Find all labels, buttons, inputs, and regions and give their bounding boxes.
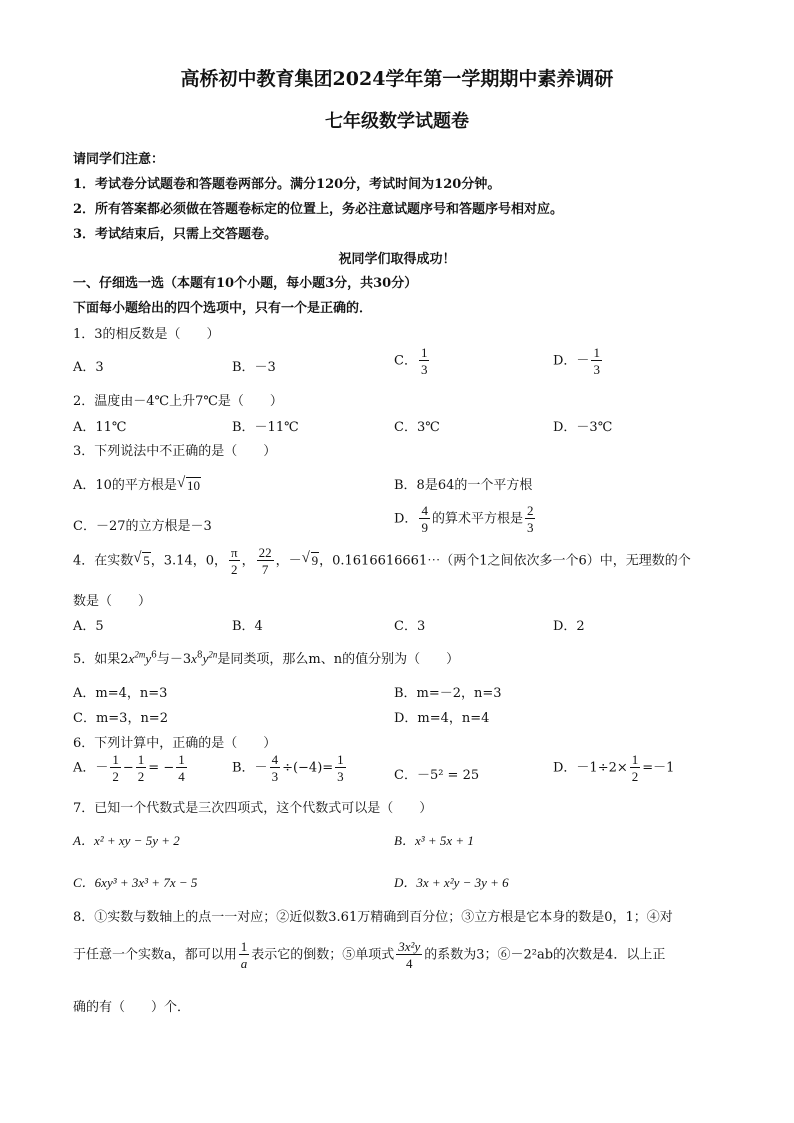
q1-c-num: 1 — [420, 345, 428, 360]
q4-7: 7 — [261, 562, 269, 577]
q6-stem: 6．下列计算中，正确的是（ ） — [73, 736, 277, 751]
q3-d-den2: 3 — [526, 520, 534, 535]
q4-t3: ，0.1616616661⋯（两个1之间依次多一个6）中，无理数的个 — [319, 553, 691, 569]
q4-radical-9: √ 9 — [301, 550, 319, 568]
q3-d-den1: 9 — [421, 520, 428, 535]
q3-option-a — [73, 474, 201, 494]
q7-option-b: B．x³ + 5x + 1 — [394, 833, 474, 848]
q5-option-d: D．m=4，n=4 — [394, 711, 490, 726]
exam-subtitle: 七年级数学试题卷 — [325, 111, 469, 132]
q3-d-num1: 4 — [421, 503, 428, 518]
q1-option-a: A．3 — [73, 360, 104, 375]
q4-stem — [73, 546, 691, 576]
q4-stem-line2: 数是（ ） — [73, 594, 152, 609]
q3-d-num2: 2 — [526, 503, 534, 518]
q4-option-a: A．5 — [73, 619, 104, 634]
q4-sep: ， — [241, 553, 255, 569]
q2-option-a: A．11℃ — [73, 420, 127, 435]
q8-line3: 确的有（ ）个． — [73, 1000, 191, 1015]
q8-line2: 于任意一个实数a，都可以用 $\frac{1}{a}$ 表示它的倒数；⑤单项式 $\frac{\text{3x²y}}{4}$ 的系数为3；⑥－2²ab的次数是4．以上正 — [73, 939, 666, 971]
q5-stem: 5．如果$2x^{2m}y^6$与$-3x^8y^{2n}$是同类项，那么m、n的值分别为（ ） — [73, 649, 460, 667]
q5-option-a: A．m=4，n=3 — [73, 686, 168, 701]
q3-d-fraction-2 — [525, 504, 536, 534]
q2-option-d: D．－3℃ — [553, 420, 613, 435]
q1-d-num: 1 — [593, 345, 600, 360]
q4-option-c: C．3 — [394, 619, 426, 634]
q1-option-c — [394, 346, 431, 376]
q4-22-7-fraction — [257, 546, 274, 576]
q4-radical-5: √ 5 — [133, 550, 150, 568]
q3-a-radicand: 10 — [186, 477, 200, 493]
q2-option-b: B．－11℃ — [232, 420, 299, 435]
exam-title: 高桥初中教育集团2024学年第一学期期中素养调研 — [180, 68, 614, 90]
q1-option-b: B．－3 — [232, 360, 276, 375]
q3-d-mid: 的算术平方根是 — [431, 511, 523, 527]
q7-option-d: D．3x + x²y − 3y + 6 — [394, 875, 509, 890]
q4-pi-fraction — [229, 546, 240, 576]
q5-mid: 与－3 — [156, 652, 192, 667]
q4-22: 22 — [258, 545, 272, 560]
q6-option-c: C．－5² = 25 — [394, 768, 480, 783]
q3-d-fraction-1 — [419, 504, 430, 534]
q1-option-d — [553, 346, 604, 376]
q4-t1: ，3.14，0， — [150, 553, 227, 569]
q3-option-b: B．8是64的一个平方根 — [394, 478, 533, 493]
q1-c-label: C． — [394, 353, 417, 369]
q4-option-d: D．2 — [553, 619, 585, 634]
notice-item-2: 2．所有答案都必须做在答题卷标定的位置上，务必注意试题序号和答题序号相对应。 — [73, 202, 564, 217]
q4-radicand-9: 9 — [311, 553, 319, 568]
q4-pi: π — [231, 545, 238, 560]
q1-stem: 1．3的相反数是（ ） — [73, 327, 220, 342]
q1-d-fraction — [591, 346, 602, 376]
q5-option-c: C．m=3，n=2 — [73, 711, 168, 726]
q4-two: 2 — [231, 562, 238, 577]
q3-option-c: C．－27的立方根是－3 — [73, 519, 212, 534]
q4-radicand-5: 5 — [143, 553, 150, 568]
q6-option-b: B．－ $\frac{4}{3}$ ÷(−4)= $\frac{1}{3}$ — [232, 752, 344, 784]
notice-item-3: 3．考试结束后，只需上交答题卷。 — [73, 227, 278, 242]
q1-d-label: D．－ — [553, 353, 590, 369]
q6-a-label: A．－ — [73, 760, 109, 776]
q1-c-den: 3 — [420, 362, 428, 377]
section-heading: 一、仔细选一选（本题有10个小题，每小题3分，共30分） — [73, 276, 418, 291]
q8-line2-mid: 表示它的倒数；⑤单项式 — [251, 947, 395, 963]
q6-option-a: A．－ $\frac{1}{2}$ − $\frac{1}{2}$ = − $\frac{1}{4}$ — [73, 752, 185, 784]
q4-t2: ，－ — [275, 553, 302, 569]
q3-stem: 3．下列说法中不正确的是（ ） — [73, 444, 277, 459]
q6-d-pre: D．－1÷2× — [553, 760, 628, 776]
q6-d-post: =－1 — [642, 760, 675, 776]
q7-option-a: A．x² + xy − 5y + 2 — [73, 833, 180, 848]
q3-a-radical: √ 10 — [176, 474, 200, 493]
q1-c-fraction — [419, 346, 430, 376]
q5-post: 是同类项，那么m、n的值分别为（ ） — [217, 652, 460, 667]
q6-b-label: B．－ — [232, 760, 268, 776]
q7-stem: 7．已知一个代数式是三次四项式，这个代数式可以是（ ） — [73, 801, 433, 816]
q1-d-den: 3 — [593, 362, 600, 377]
notice-item-1: 1．考试卷分试题卷和答题卷两部分。满分120分，考试时间为120分钟。 — [73, 177, 501, 192]
q4-pre: 4．在实数 — [73, 553, 134, 569]
q8-line1: 8．①实数与数轴上的点一一对应；②近似数3.61万精确到百分位；③立方根是它本身的数是0，1；④对 — [73, 910, 673, 925]
wish-line: 祝同学们取得成功！ — [338, 252, 456, 267]
q3-a-text: A．10的平方根是 — [73, 478, 177, 493]
q8-line2-pre: 于任意一个实数a，都可以用 — [73, 947, 237, 963]
section-instruction: 下面每小题给出的四个选项中，只有一个是正确的． — [73, 301, 373, 316]
q5-pre: 5．如果2 — [73, 652, 129, 667]
q2-option-c: C．3℃ — [394, 420, 440, 435]
q3-d-label: D． — [394, 511, 418, 527]
q5-option-b: B．m=－2，n=3 — [394, 686, 502, 701]
q3-option-d — [394, 504, 537, 534]
q7-option-c: C．6xy³ + 3x³ + 7x − 5 — [73, 875, 198, 890]
notice-heading: 请同学们注意： — [73, 152, 165, 167]
q2-stem: 2．温度由－4℃上升7℃是（ ） — [73, 394, 283, 409]
q4-option-b: B．4 — [232, 619, 263, 634]
q8-line2-mid2: 的系数为3；⑥－2²ab的次数是4．以上正 — [424, 947, 666, 963]
q6-option-d: D．－1÷2× $\frac{1}{2}$ =－1 — [553, 752, 675, 784]
